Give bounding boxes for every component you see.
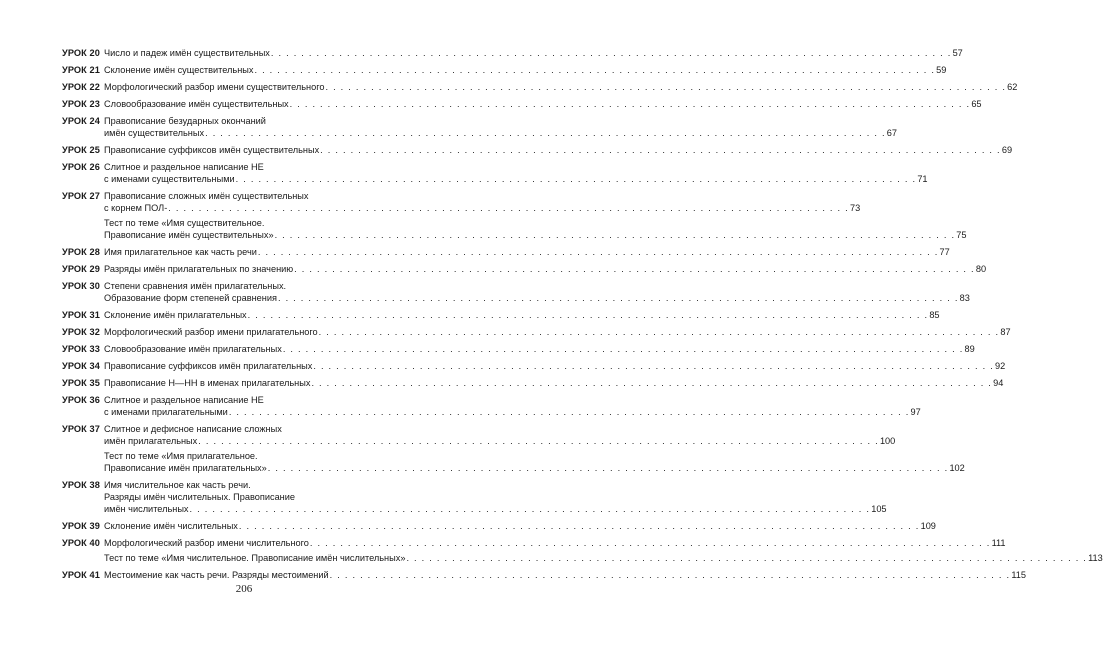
entry-page-number: 75 [956, 230, 967, 240]
entry-page-number: 92 [995, 361, 1006, 371]
entry-page-number: 109 [920, 521, 936, 531]
entry-title-line: Имя числительное как часть речи. [104, 480, 251, 490]
dot-leader: . . . . . . . . . . . . . . . . . . . . . . . . . . . . . . . . . . . . . . . . . . . . . . . . . . . . . . . . . . . . . . . . . . . . . . . . . . . . . . . . . . . . . . . . . . [267, 463, 949, 473]
entry-text [104, 64, 947, 76]
lesson-label: УРОК 28 [62, 247, 100, 257]
entry-text [104, 47, 963, 59]
entry-title-line: Правописание Н—НН в именах прилагательных [104, 378, 311, 388]
entry-text [104, 98, 982, 110]
entry-text [104, 309, 940, 321]
entry-last-line [104, 127, 897, 139]
entry-title-line: Тест по теме «Имя числительное. Правописание имён числительных» [104, 553, 406, 563]
lesson-label: УРОК 29 [62, 264, 100, 274]
entry-text [104, 569, 1026, 581]
entry-last-line [104, 503, 887, 515]
toc-entry [62, 450, 965, 474]
entry-title-line: с именами существительными [104, 174, 235, 184]
dot-leader: . . . . . . . . . . . . . . . . . . . . . . . . . . . . . . . . . . . . . . . . . . . . . . . . . . . . . . . . . . . . . . . . . . . . . . . . . . . . . . . . . . . . . . . . . . [270, 48, 952, 58]
lesson-label: УРОК 35 [62, 378, 100, 388]
entry-text [104, 263, 987, 275]
entry-page-number: 87 [1000, 327, 1011, 337]
entry-page-number: 105 [871, 504, 887, 514]
entry-last-line [104, 406, 921, 418]
entry-title-line: Слитное и раздельное написание НЕ [104, 162, 264, 172]
toc-entry [62, 537, 1006, 549]
dot-leader: . . . . . . . . . . . . . . . . . . . . . . . . . . . . . . . . . . . . . . . . . . . . . . . . . . . . . . . . . . . . . . . . . . . . . . . . . . . . . . . . . . . . . . . . . . [257, 247, 939, 257]
dot-leader: . . . . . . . . . . . . . . . . . . . . . . . . . . . . . . . . . . . . . . . . . . . . . . . . . . . . . . . . . . . . . . . . . . . . . . . . . . . . . . . . . . . . . . . . . . [294, 264, 975, 274]
lesson-label: УРОК 37 [62, 424, 100, 434]
entry-last-line [104, 435, 896, 447]
entry-text [104, 520, 936, 532]
lesson-label: УРОК 27 [62, 191, 100, 201]
toc-entry [62, 144, 1013, 156]
entry-last-line [104, 263, 987, 275]
lesson-label: УРОК 33 [62, 344, 100, 354]
entry-title-line: Морфологический разбор имени числительного [104, 538, 309, 548]
toc-entry [62, 115, 897, 139]
dot-leader: . . . . . . . . . . . . . . . . . . . . . . . . . . . . . . . . . . . . . . . . . . . . . . . . . . . . . . . . . . . . . . . . . . . . . . . . . . . . . . . . . . . . . . . . . . [329, 570, 1011, 580]
entry-last-line [104, 229, 967, 241]
entry-page-number: 73 [849, 203, 861, 213]
entry-last-line [104, 64, 947, 76]
entry-last-line [104, 343, 975, 355]
entry-page-number: 97 [910, 407, 921, 417]
lesson-label: УРОК 23 [62, 99, 100, 109]
entry-text [104, 246, 950, 258]
entry-page-number: 83 [959, 293, 970, 303]
toc-entry [62, 394, 921, 418]
toc-entry [62, 280, 970, 304]
entry-text [104, 343, 975, 355]
lesson-label: УРОК 30 [62, 281, 100, 291]
entry-title-line: с корнем ПОЛ- [104, 203, 168, 213]
dot-leader: . . . . . . . . . . . . . . . . . . . . . . . . . . . . . . . . . . . . . . . . . . . . . . . . . . . . . . . . . . . . . . . . . . . . . . . . . . . . . . . . . . . . . . . . . . [238, 521, 920, 531]
toc-entry [62, 569, 1026, 581]
entry-last-line [104, 326, 1011, 338]
entry-text [104, 423, 896, 447]
entry-page-number: 67 [886, 128, 897, 138]
entry-page-number: 80 [975, 264, 987, 274]
lesson-label: УРОК 32 [62, 327, 100, 337]
dot-leader: . . . . . . . . . . . . . . . . . . . . . . . . . . . . . . . . . . . . . . . . . . . . . . . . . . . . . . . . . . . . . . . . . . . . . . . . . . . . . . . . . . . . . . . . . . [274, 230, 956, 240]
entry-title-line: Имя прилагательное как часть речи [104, 247, 257, 257]
toc-entry [62, 343, 975, 355]
entry-last-line [104, 309, 940, 321]
entry-title-line: Разряды имён прилагательных по значению [104, 264, 294, 274]
entry-text [104, 377, 1004, 389]
toc-entry [62, 479, 887, 515]
entry-last-line [104, 377, 1004, 389]
entry-title-line: Склонение имён существительных [104, 65, 254, 75]
dot-leader: . . . . . . . . . . . . . . . . . . . . . . . . . . . . . . . . . . . . . . . . . . . . . . . . . . . . . . . . . . . . . . . . . . . . . . . . . . . . . . . . . . . . . . . . . . [313, 361, 995, 371]
entry-page-number: 94 [993, 378, 1004, 388]
dot-leader: . . . . . . . . . . . . . . . . . . . . . . . . . . . . . . . . . . . . . . . . . . . . . . . . . . . . . . . . . . . . . . . . . . . . . . . . . . . . . . . . . . . . . . . . . . [254, 65, 936, 75]
toc-entry [62, 520, 936, 532]
entry-last-line [104, 81, 1018, 93]
entry-page-number: 102 [949, 463, 965, 473]
lesson-label: УРОК 39 [62, 521, 100, 531]
entry-title-line: Слитное и раздельное написание НЕ [104, 395, 264, 405]
dot-leader: . . . . . . . . . . . . . . . . . . . . . . . . . . . . . . . . . . . . . . . . . . . . . . . . . . . . . . . . . . . . . . . . . . . . . . . . . . . . . . . . . . . . . . . . . . [318, 327, 1000, 337]
entry-title-line: Разряды имён числительных. Правописание [104, 492, 295, 502]
dot-leader: . . . . . . . . . . . . . . . . . . . . . . . . . . . . . . . . . . . . . . . . . . . . . . . . . . . . . . . . . . . . . . . . . . . . . . . . . . . . . . . . . . . . . . . . . . [205, 128, 886, 138]
toc-entry [62, 360, 1006, 372]
entry-title-line: Склонение имён числительных [104, 521, 238, 531]
entry-last-line [104, 47, 963, 59]
entry-title-line: Склонение имён прилагательных [104, 310, 247, 320]
dot-leader: . . . . . . . . . . . . . . . . . . . . . . . . . . . . . . . . . . . . . . . . . . . . . . . . . . . . . . . . . . . . . . . . . . . . . . . . . . . . . . . . . . . . . . . . . . [282, 344, 964, 354]
entry-text [104, 326, 1011, 338]
entry-title-line: Правописание имён прилагательных» [104, 463, 267, 473]
entry-title-line: Правописание сложных имён существительных [104, 191, 309, 201]
toc-entry [62, 309, 940, 321]
lesson-label: УРОК 24 [62, 116, 100, 126]
entry-last-line [104, 173, 928, 185]
entry-last-line [104, 360, 1006, 372]
entry-last-line [104, 144, 1013, 156]
entry-title-line: Словообразование имён существительных [104, 99, 289, 109]
lesson-label: УРОК 25 [62, 145, 100, 155]
lesson-label: УРОК 38 [62, 480, 100, 490]
entry-title-line: имён прилагательных [104, 436, 198, 446]
toc-entry [62, 64, 947, 76]
entry-text [104, 360, 1006, 372]
lesson-label: УРОК 40 [62, 538, 100, 548]
dot-leader: . . . . . . . . . . . . . . . . . . . . . . . . . . . . . . . . . . . . . . . . . . . . . . . . . . . . . . . . . . . . . . . . . . . . . . . . . . . . . . . . . . . . . . . . . . [289, 99, 971, 109]
toc-entry [62, 47, 963, 59]
entry-text [104, 144, 1013, 156]
dot-leader: . . . . . . . . . . . . . . . . . . . . . . . . . . . . . . . . . . . . . . . . . . . . . . . . . . . . . . . . . . . . . . . . . . . . . . . . . . . . . . . . . . . . . . . . . . [168, 203, 849, 213]
entry-title-line: имён существительных [104, 128, 205, 138]
entry-text [104, 479, 887, 515]
dot-leader: . . . . . . . . . . . . . . . . . . . . . . . . . . . . . . . . . . . . . . . . . . . . . . . . . . . . . . . . . . . . . . . . . . . . . . . . . . . . . . . . . . . . . . . . . . [325, 82, 1007, 92]
lesson-label: УРОК 41 [62, 570, 100, 580]
entry-title-line: Тест по теме «Имя существительное. [104, 218, 265, 228]
entry-page-number: 85 [929, 310, 940, 320]
entry-last-line [104, 202, 861, 214]
lesson-label: УРОК 26 [62, 162, 100, 172]
toc-entry [62, 98, 982, 110]
dot-leader: . . . . . . . . . . . . . . . . . . . . . . . . . . . . . . . . . . . . . . . . . . . . . . . . . . . . . . . . . . . . . . . . . . . . . . . . . . . . . . . . . . . . . . . . . . [311, 378, 993, 388]
toc-entry [62, 552, 1103, 564]
entry-title-line: Образование форм степеней сравнения [104, 293, 277, 303]
entry-page-number: 100 [879, 436, 896, 446]
entry-title-line: Местоимение как часть речи. Разряды местоимений [104, 570, 329, 580]
lesson-label: УРОК 20 [62, 48, 100, 58]
entry-page-number: 77 [939, 247, 950, 257]
toc-entry [62, 263, 987, 275]
entry-text [104, 115, 897, 139]
entry-title-line: Степени сравнения имён прилагательных. [104, 281, 287, 291]
entry-text [104, 394, 921, 418]
entry-page-number: 69 [1001, 145, 1013, 155]
entry-title-line: Слитное и дефисное написание сложных [104, 424, 282, 434]
entry-title-line: Морфологический разбор имени прилагательного [104, 327, 318, 337]
entry-title-line: Словообразование имён прилагательных [104, 344, 282, 354]
dot-leader: . . . . . . . . . . . . . . . . . . . . . . . . . . . . . . . . . . . . . . . . . . . . . . . . . . . . . . . . . . . . . . . . . . . . . . . . . . . . . . . . . . . . . . . . . . [320, 145, 1001, 155]
entry-title-line: имён числительных [104, 504, 189, 514]
dot-leader: . . . . . . . . . . . . . . . . . . . . . . . . . . . . . . . . . . . . . . . . . . . . . . . . . . . . . . . . . . . . . . . . . . . . . . . . . . . . . . . . . . . . . . . . . . [406, 553, 1088, 563]
entry-text [104, 161, 928, 185]
lesson-label: УРОК 21 [62, 65, 100, 75]
entry-page-number: 113 [1088, 553, 1103, 563]
dot-leader: . . . . . . . . . . . . . . . . . . . . . . . . . . . . . . . . . . . . . . . . . . . . . . . . . . . . . . . . . . . . . . . . . . . . . . . . . . . . . . . . . . . . . . . . . . [198, 436, 879, 446]
dot-leader: . . . . . . . . . . . . . . . . . . . . . . . . . . . . . . . . . . . . . . . . . . . . . . . . . . . . . . . . . . . . . . . . . . . . . . . . . . . . . . . . . . . . . . . . . . [247, 310, 929, 320]
lesson-label: УРОК 22 [62, 82, 100, 92]
table-of-contents [62, 47, 1103, 586]
entry-text [104, 552, 1103, 564]
lesson-label: УРОК 34 [62, 361, 100, 371]
toc-entry [62, 246, 950, 258]
entry-last-line [104, 98, 982, 110]
entry-text [104, 81, 1018, 93]
entry-title-line: Правописание суффиксов имён прилагательных [104, 361, 313, 371]
entry-title-line: Правописание имён существительных» [104, 230, 274, 240]
entry-page-number: 71 [917, 174, 928, 184]
entry-last-line [104, 292, 970, 304]
entry-title-line: Тест по теме «Имя прилагательное. [104, 451, 258, 461]
toc-entry [62, 81, 1018, 93]
toc-entry [62, 190, 861, 214]
entry-last-line [104, 552, 1103, 564]
entry-page-number: 59 [936, 65, 947, 75]
entry-last-line [104, 520, 936, 532]
entry-last-line [104, 537, 1006, 549]
entry-text [104, 280, 970, 304]
toc-entry [62, 161, 928, 185]
entry-text [104, 190, 861, 214]
entry-last-line [104, 246, 950, 258]
entry-page-number: 89 [964, 344, 975, 354]
lesson-label: УРОК 36 [62, 395, 100, 405]
entry-page-number: 65 [971, 99, 982, 109]
entry-text [104, 217, 967, 241]
toc-entry [62, 377, 1004, 389]
page-number: 206 [235, 583, 253, 595]
dot-leader: . . . . . . . . . . . . . . . . . . . . . . . . . . . . . . . . . . . . . . . . . . . . . . . . . . . . . . . . . . . . . . . . . . . . . . . . . . . . . . . . . . . . . . . . . . [277, 293, 959, 303]
entry-last-line [104, 569, 1026, 581]
dot-leader: . . . . . . . . . . . . . . . . . . . . . . . . . . . . . . . . . . . . . . . . . . . . . . . . . . . . . . . . . . . . . . . . . . . . . . . . . . . . . . . . . . . . . . . . . . [189, 504, 871, 514]
dot-leader: . . . . . . . . . . . . . . . . . . . . . . . . . . . . . . . . . . . . . . . . . . . . . . . . . . . . . . . . . . . . . . . . . . . . . . . . . . . . . . . . . . . . . . . . . . [309, 538, 991, 548]
dot-leader: . . . . . . . . . . . . . . . . . . . . . . . . . . . . . . . . . . . . . . . . . . . . . . . . . . . . . . . . . . . . . . . . . . . . . . . . . . . . . . . . . . . . . . . . . . [228, 407, 910, 417]
lesson-label: УРОК 31 [62, 310, 100, 320]
entry-title-line: Морфологический разбор имени существительного [104, 82, 325, 92]
entry-title-line: Правописание суффиксов имён существительных [104, 145, 320, 155]
entry-page-number: 111 [991, 538, 1006, 548]
entry-page-number: 115 [1011, 570, 1026, 580]
entry-title-line: Число и падеж имён существительных [104, 48, 270, 58]
toc-entry [62, 423, 896, 447]
entry-text [104, 537, 1006, 549]
toc-entry [62, 217, 967, 241]
entry-title-line: Правописание безударных окончаний [104, 116, 266, 126]
entry-last-line [104, 462, 965, 474]
entry-page-number: 57 [952, 48, 963, 58]
entry-page-number: 62 [1007, 82, 1018, 92]
toc-entry [62, 326, 1011, 338]
entry-title-line: с именами прилагательными [104, 407, 228, 417]
dot-leader: . . . . . . . . . . . . . . . . . . . . . . . . . . . . . . . . . . . . . . . . . . . . . . . . . . . . . . . . . . . . . . . . . . . . . . . . . . . . . . . . . . . . . . . . . . [235, 174, 917, 184]
entry-text [104, 450, 965, 474]
